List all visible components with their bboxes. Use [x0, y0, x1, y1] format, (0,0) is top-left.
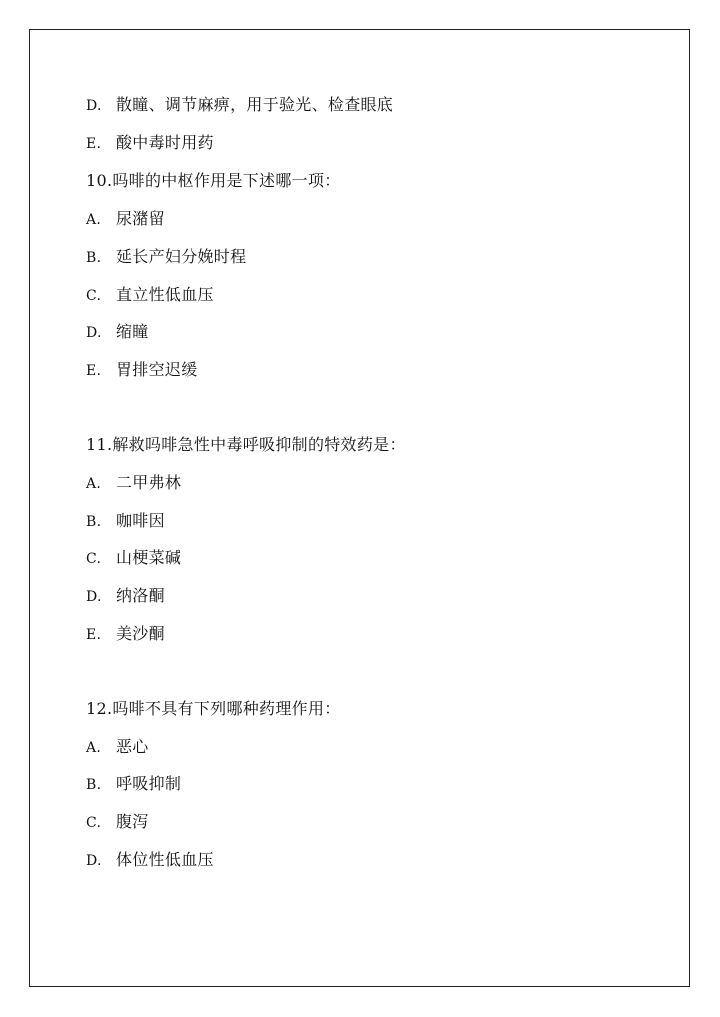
option-label: A.: [86, 476, 102, 492]
option-label: A.: [86, 212, 102, 228]
option-label: D.: [86, 589, 102, 605]
option-11-c: [86, 547, 181, 570]
option-text: 山梗菜碱: [116, 548, 182, 567]
option-label: D.: [86, 853, 102, 869]
option-11-e: [86, 623, 165, 646]
option-label: E.: [86, 136, 102, 152]
option-text: 二甲弗林: [116, 473, 182, 492]
option-label: B.: [86, 777, 102, 793]
option-label: B.: [86, 514, 102, 530]
option-label: C.: [86, 815, 102, 831]
option-text: 美沙酮: [116, 624, 165, 643]
option-12-c: [86, 811, 149, 834]
option-text: 呼吸抑制: [116, 774, 182, 793]
option-label: A.: [86, 740, 102, 756]
option-12-d: [86, 849, 214, 872]
option-text: 咖啡因: [116, 511, 165, 530]
question-number: 11.: [86, 435, 113, 454]
option-10-b: [86, 246, 246, 269]
option-9-d: [86, 94, 393, 117]
option-label: E.: [86, 627, 102, 643]
option-label: E.: [86, 363, 102, 379]
question-12: [86, 698, 341, 720]
option-9-e: [86, 132, 214, 155]
option-10-e: [86, 359, 198, 382]
option-10-a: [86, 208, 165, 231]
option-text: 恶心: [116, 737, 149, 756]
question-11: [86, 434, 406, 456]
question-text: 吗啡的中枢作用是下述哪一项：: [112, 171, 341, 190]
option-text: 腹泻: [116, 812, 149, 831]
option-text: 直立性低血压: [116, 285, 214, 304]
option-text: 纳洛酮: [116, 586, 165, 605]
question-number: 12.: [86, 699, 113, 718]
option-text: 延长产妇分娩时程: [116, 247, 247, 266]
option-11-b: [86, 510, 165, 533]
option-text: 散瞳、调节麻痹，用于验光、检查眼底: [116, 95, 394, 114]
question-text: 吗啡不具有下列哪种药理作用：: [112, 699, 341, 718]
option-text: 尿潴留: [116, 209, 165, 228]
option-label: B.: [86, 250, 102, 266]
option-12-a: [86, 736, 149, 759]
option-10-c: [86, 284, 214, 307]
option-label: C.: [86, 288, 102, 304]
option-text: 体位性低血压: [116, 850, 214, 869]
option-label: D.: [86, 325, 102, 341]
option-label: C.: [86, 551, 102, 567]
question-text: 解救吗啡急性中毒呼吸抑制的特效药是：: [112, 435, 406, 454]
question-10: [86, 170, 341, 192]
option-text: 酸中毒时用药: [116, 133, 214, 152]
option-10-d: [86, 321, 149, 344]
question-number: 10.: [86, 171, 113, 190]
option-text: 缩瞳: [116, 322, 149, 341]
option-11-a: [86, 472, 181, 495]
option-12-b: [86, 773, 181, 796]
option-text: 胃排空迟缓: [116, 360, 198, 379]
option-label: D.: [86, 98, 102, 114]
option-11-d: [86, 585, 165, 608]
